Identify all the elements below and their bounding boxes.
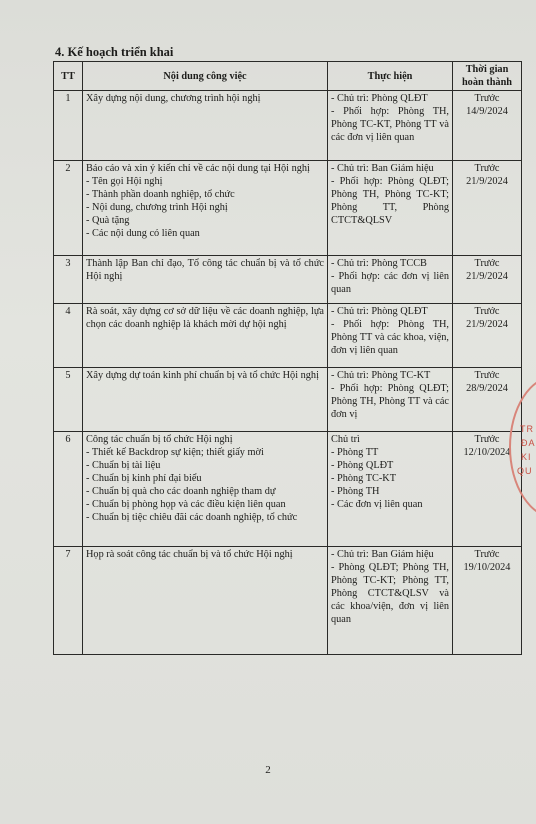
cell-deadline-line: Trước <box>474 93 500 104</box>
cell-executor <box>328 304 453 368</box>
cell-content <box>83 161 328 256</box>
cell-executor-line: - Phối hợp: các đơn vị liên quan <box>331 271 449 295</box>
cell-executor-line: - Phòng QLĐT <box>331 460 394 471</box>
cell-deadline-line: Trước <box>474 434 500 445</box>
cell-content-line: - Chuẩn bị tiệc chiêu đãi các doanh nghiệp, tổ chức <box>86 512 298 523</box>
table-row <box>54 256 522 304</box>
cell-content-line: - Quà tặng <box>86 215 130 226</box>
section-title: 4. Kế hoạch triển khai <box>55 45 174 59</box>
cell-deadline-line: 21/9/2024 <box>466 319 508 330</box>
cell-executor <box>328 161 453 256</box>
cell-deadline <box>453 91 522 161</box>
cell-executor-line: - Phòng TH <box>331 486 380 497</box>
cell-content <box>83 432 328 547</box>
cell-deadline-line: Trước <box>474 306 500 317</box>
cell-executor-line: - Phòng TT <box>331 447 379 458</box>
cell-content-line: - Chuẩn bị phòng họp và các điều kiện liên quan <box>86 499 286 510</box>
cell-content-line: Thành lập Ban chỉ đạo, Tổ công tác chuẩn bị và tổ chức Hội nghị <box>86 258 324 282</box>
table-row <box>54 432 522 547</box>
cell-executor-line: Chủ trì <box>331 434 360 445</box>
cell-deadline-line: Trước <box>474 163 500 174</box>
cell-deadline <box>453 547 522 655</box>
cell-content <box>83 304 328 368</box>
cell-deadline-line: Trước <box>474 549 500 560</box>
cell-executor-line: - Phòng TC-KT <box>331 473 397 484</box>
cell-deadline-line: 12/10/2024 <box>463 447 511 458</box>
header-deadline-line1: Thời gian <box>465 64 509 75</box>
cell-content-line: Xây dựng dự toán kinh phí chuẩn bị và tổ chức Hội nghị <box>86 370 319 381</box>
cell-content-line: - Thành phần doanh nghiệp, tổ chức <box>86 189 235 200</box>
cell-content-line: - Nội dung, chương trình Hội nghị <box>86 202 228 213</box>
cell-tt: 2 <box>54 161 83 256</box>
page-number: 2 <box>265 764 271 776</box>
cell-content <box>83 368 328 432</box>
table-row <box>54 91 522 161</box>
cell-content-line: Công tác chuẩn bị tổ chức Hội nghị <box>86 434 233 445</box>
cell-executor-line: - Chủ trì: Ban Giám hiệu <box>331 163 434 174</box>
cell-executor <box>328 91 453 161</box>
cell-executor <box>328 368 453 432</box>
cell-tt: 4 <box>54 304 83 368</box>
cell-deadline <box>453 256 522 304</box>
header-tt: TT <box>54 62 83 91</box>
header-executor: Thực hiện <box>328 62 453 91</box>
cell-executor-line: - Phối hợp: Phòng TH, Phòng TC-KT, Phòng TT và các đơn vị liên quan <box>331 106 449 143</box>
cell-executor-line: - Chủ trì: Phòng TCCB <box>331 258 427 269</box>
cell-content-line: - Tên gọi Hội nghị <box>86 176 163 187</box>
cell-deadline-line: 19/10/2024 <box>463 562 511 573</box>
cell-content <box>83 256 328 304</box>
cell-tt: 6 <box>54 432 83 547</box>
cell-content-line: - Các nội dung có liên quan <box>86 228 200 239</box>
cell-executor-line: - Chủ trì: Phòng QLĐT <box>331 93 428 104</box>
cell-executor-line: - Phối hợp: Phòng TH, Phòng TT và các khoa, viện, đơn vị liên quan <box>331 319 449 356</box>
cell-tt: 5 <box>54 368 83 432</box>
cell-deadline-line: 21/9/2024 <box>466 176 508 187</box>
stamp-text: KI <box>521 452 532 462</box>
cell-executor-line: - Các đơn vị liên quan <box>331 499 423 510</box>
cell-content-line: Rà soát, xây dựng cơ sở dữ liệu về các doanh nghiệp, lựa chọn các doanh nghiệp là khách mời dự hội nghị <box>86 306 324 330</box>
stamp-text: TR <box>520 424 534 434</box>
header-deadline-line2: hoàn thành <box>461 77 513 88</box>
cell-content-line: - Chuẩn bị kinh phí đại biểu <box>86 473 202 484</box>
table-row <box>54 547 522 655</box>
cell-content <box>83 547 328 655</box>
cell-executor <box>328 256 453 304</box>
table-header-row <box>54 62 522 91</box>
table-row <box>54 368 522 432</box>
cell-tt: 1 <box>54 91 83 161</box>
stamp-text: ĐA <box>521 438 536 448</box>
cell-content-line: - Chuẩn bị tài liệu <box>86 460 161 471</box>
table-row <box>54 161 522 256</box>
cell-deadline-line: Trước <box>474 370 500 381</box>
cell-executor-line: - Chủ trì: Ban Giám hiệu <box>331 549 434 560</box>
cell-deadline-line: 21/9/2024 <box>466 271 508 282</box>
cell-executor <box>328 432 453 547</box>
cell-executor <box>328 547 453 655</box>
cell-deadline-line: Trước <box>474 258 500 269</box>
cell-content <box>83 91 328 161</box>
cell-content-line: - Thiết kế Backdrop sự kiện; thiết giấy mời <box>86 447 264 458</box>
header-content: Nội dung công việc <box>83 62 328 91</box>
cell-deadline <box>453 161 522 256</box>
cell-executor-line: - Chủ trì: Phòng QLĐT <box>331 306 428 317</box>
cell-executor-line: - Phối hợp: Phòng QLĐT; Phòng TH, Phòng TC-KT; Phòng TT, Phòng CTCT&QLSV <box>331 176 449 226</box>
cell-deadline-line: 28/9/2024 <box>466 383 508 394</box>
cell-content-line: Báo cáo và xin ý kiến chỉ về các nội dung tại Hội nghị <box>86 163 310 174</box>
cell-content-line: Xây dựng nội dung, chương trình hội nghị <box>86 93 261 104</box>
plan-table <box>53 61 522 655</box>
cell-tt: 3 <box>54 256 83 304</box>
cell-tt: 7 <box>54 547 83 655</box>
table-row <box>54 304 522 368</box>
cell-executor-line: - Phối hợp: Phòng QLĐT; Phòng TH, Phòng TT và các đơn vị <box>331 383 449 420</box>
cell-executor-line: - Phòng QLĐT; Phòng TH, Phòng TC-KT; Phòng TT, Phòng CTCT&QLSV và các khoa/viện, đơn vị liên quan <box>331 562 449 625</box>
stamp-text: QU <box>517 466 533 476</box>
cell-deadline <box>453 304 522 368</box>
cell-content-line: - Chuẩn bị quà cho các doanh nghiệp tham dự <box>86 486 276 497</box>
cell-content-line: Họp rà soát công tác chuẩn bị và tổ chức Hội nghị <box>86 549 293 560</box>
cell-deadline-line: 14/9/2024 <box>466 106 508 117</box>
header-deadline <box>453 62 522 91</box>
cell-executor-line: - Chủ trì: Phòng TC-KT <box>331 370 431 381</box>
